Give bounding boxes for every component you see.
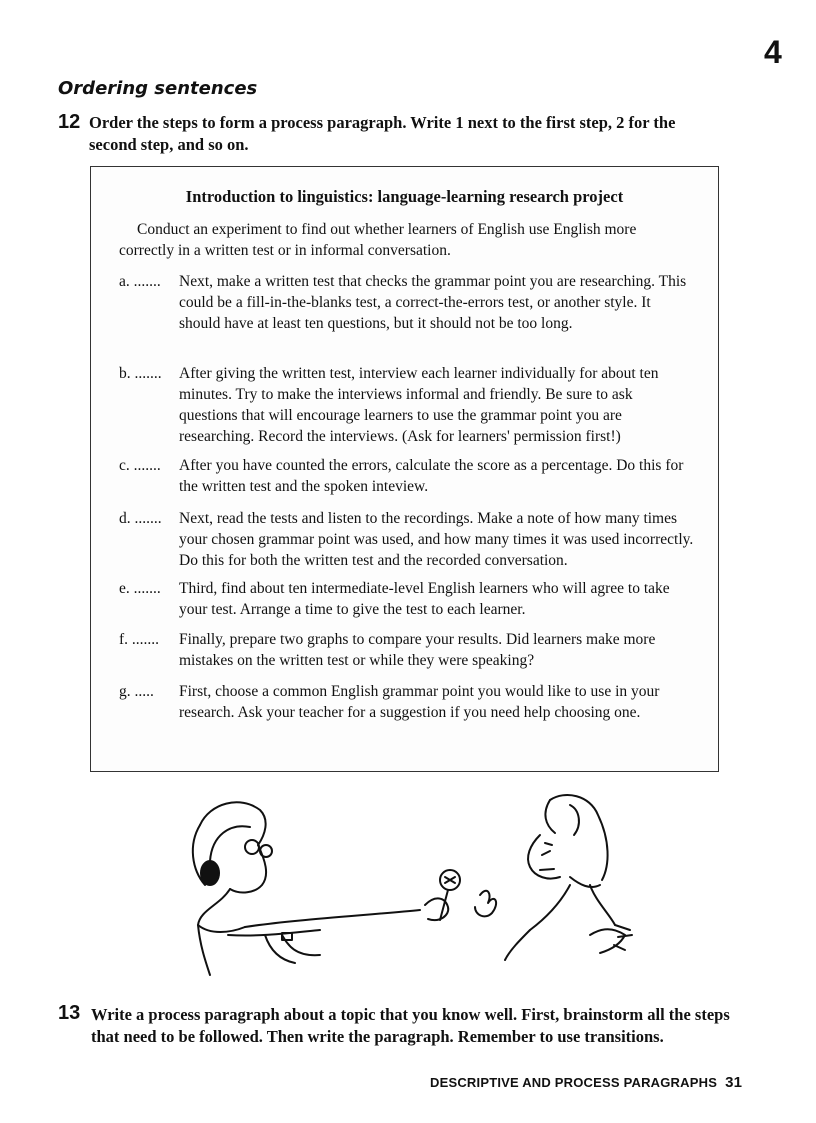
step-text-f: Finally, prepare two graphs to compare your results. Did learners make more mistakes on the written test or while they were speaking? xyxy=(179,631,656,669)
microphone xyxy=(425,870,460,920)
step-text-g: First, choose a common English grammar point you would like to use in your research. Ask your teacher for a suggestion if you need help choosing one. xyxy=(179,683,660,721)
step-item-d xyxy=(119,508,694,571)
box-title: Introduction to linguistics: language-learning research project xyxy=(185,187,624,206)
unit-number: 4 xyxy=(764,34,782,70)
exercise-13-instruction: Write a process paragraph about a topic that you know well. First, brainstorm all the steps that need to be followed. Then write the paragraph. Remember to use transitions. xyxy=(91,1005,730,1046)
interview-illustration xyxy=(170,785,650,990)
step-item-f xyxy=(119,629,694,671)
step-letter-a: a. ....... xyxy=(119,273,161,290)
interviewer-figure xyxy=(193,802,420,975)
box-intro: Conduct an experiment to find out whether learners of English use English more correctly in a written test or in informal conversation. xyxy=(119,221,637,259)
page-number: 31 xyxy=(725,1074,743,1091)
step-letter-f: f. ....... xyxy=(119,631,160,648)
step-text-b: After giving the written test, interview each learner individually for about ten minutes. Try to make the interviews informal and friendly. Be sure to ask questions that will encourage learners to use the grammar point you are researching. Record the interviews. (Ask for learners' permission first!) xyxy=(179,365,659,445)
step-text-d: Next, read the tests and listen to the recordings. Make a note of how many times your chosen grammar point was used, and how many times it was used incorrectly. Do this for both the written test and the recorded conversation. xyxy=(179,510,694,569)
footer-label: DESCRIPTIVE AND PROCESS PARAGRAPHS xyxy=(430,1075,718,1090)
step-text-e: Third, find about ten intermediate-level English learners who will agree to take your test. Arrange a time to give the test to each learner. xyxy=(179,580,670,618)
interviewee-figure xyxy=(475,795,632,960)
step-text-c: After you have counted the errors, calculate the score as a percentage. Do this for the written test and the spoken inteview. xyxy=(179,457,684,495)
exercise-13-number: 13 xyxy=(58,1002,81,1024)
exercise-12-number: 12 xyxy=(58,111,81,133)
exercise-12-instruction: Order the steps to form a process paragraph. Write 1 next to the first step, 2 for the second step, and so on. xyxy=(89,113,676,154)
step-text-a: Next, make a written test that checks the grammar point you are researching. This could be a fill-in-the-blanks test, a correct-the-errors test, or another style. It should have at least ten questions, but it should not be too long. xyxy=(179,273,687,332)
step-letter-c: c. ....... xyxy=(119,457,161,474)
step-item-b xyxy=(119,363,694,447)
section-heading: Ordering sentences xyxy=(58,78,258,99)
step-letter-b: b. ....... xyxy=(119,365,162,382)
step-letter-d: d. ....... xyxy=(119,510,162,527)
page-footer xyxy=(430,1074,742,1091)
step-item-a xyxy=(119,271,694,334)
step-item-g xyxy=(119,681,694,723)
step-item-c xyxy=(119,455,694,497)
step-letter-e: e. ....... xyxy=(119,580,161,597)
step-item-e xyxy=(119,578,694,620)
step-letter-g: g. ..... xyxy=(119,683,154,700)
research-project-box xyxy=(90,166,719,772)
